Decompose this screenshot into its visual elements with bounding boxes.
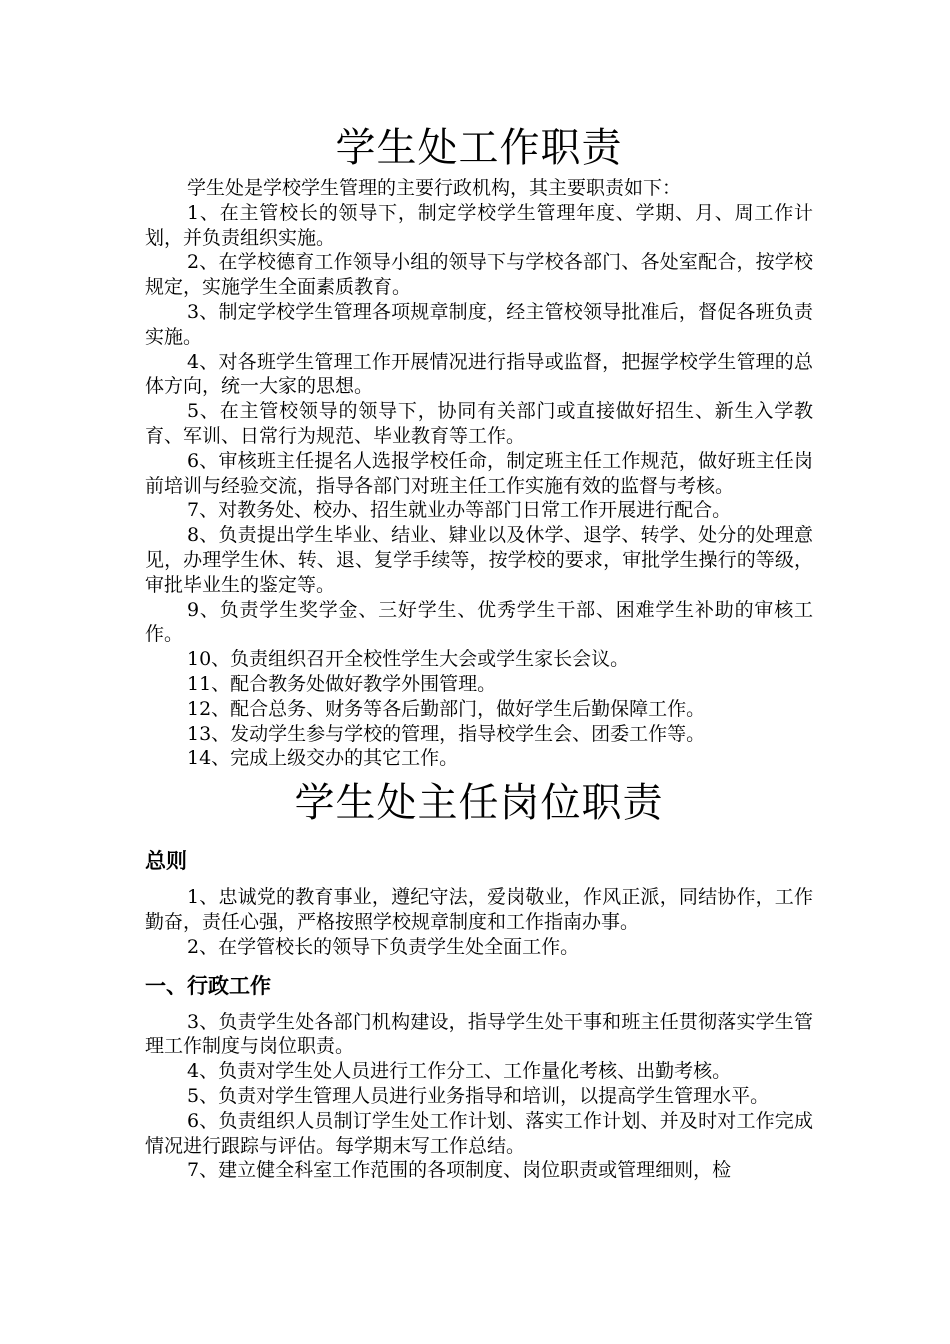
document-title: 学生处工作职责 [335,125,623,171]
document-page [145,120,813,1183]
duty-item: 3、制定学校学生管理各项规章制度，经主管校领导批准后，督促各班负责实施。 [145,300,813,348]
duty-item: 10、负责组织召开全校性学生大会或学生家长会议。 [187,648,630,671]
duty-item: 14、完成上级交办的其它工作。 [187,747,459,770]
admin-item: 7、建立健全科室工作范围的各项制度、岗位职责或管理细则，检 [187,1159,732,1182]
general-heading: 总则 [145,849,187,874]
duty-item: 5、在主管校领导的领导下，协同有关部门或直接做好招生、新生入学教育、军训、日常行为规范、毕业教育等工作。 [145,400,813,447]
duty-item: 8、负责提出学生毕业、结业、肄业以及休学、退学、转学、处分的处理意见，办理学生休、转、退、复学手续等，按学校的要求，审批学生操行的等级，审批毕业生的鉴定等。 [145,524,813,596]
second-title: 学生处主任岗位职责 [294,780,664,827]
duty-item: 2、在学校德育工作领导小组的领导下与学校各部门、各处室配合，按学校规定，实施学生全面素质教育。 [145,251,813,299]
admin-item: 6、负责组织人员制订学生处工作计划、落实工作计划、并及时对工作完成情况进行跟踪与评估。每学期末写工作总结。 [145,1109,813,1157]
duty-item: 9、负责学生奖学金、三好学生、优秀学生干部、困难学生补助的审核工作。 [145,598,813,646]
duty-item: 11、配合教务处做好教学外围管理。 [187,672,497,695]
admin-item: 4、负责对学生处人员进行工作分工、工作量化考核、出勤考核。 [187,1060,732,1083]
duty-item: 13、发动学生参与学校的管理，指导校学生会、团委工作等。 [187,722,706,745]
general-item: 1、忠诚党的教育事业，遵纪守法，爱岗敬业，作风正派，同结协作，工作勤奋，责任心强，严格按照学校规章制度和工作指南办事。 [145,886,813,933]
duty-item: 1、在主管校长的领导下，制定学校学生管理年度、学期、月、周工作计划，并负责组织实施。 [145,201,813,249]
duty-intro: 学生处是学校学生管理的主要行政机构，其主要职责如下： [187,177,682,199]
general-item: 2、在学管校长的领导下负责学生处全面工作。 [187,935,580,958]
admin-item: 3、负责学生处各部门机构建设，指导学生处干事和班主任贯彻落实学生管理工作制度与岗位职责。 [145,1010,813,1058]
admin-heading: 一、行政工作 [145,973,271,998]
admin-item: 5、负责对学生管理人员进行业务指导和培训，以提高学生管理水平。 [187,1084,770,1107]
duties-section [145,176,813,771]
duty-item: 7、对教务处、校办、招生就业办等部门日常工作开展进行配合。 [187,499,732,522]
admin-section [145,1010,813,1184]
general-section [145,885,813,959]
duty-item: 4、对各班学生管理工作开展情况进行指导或监督，把握学校学生管理的总体方向，统一大家的思想。 [145,350,813,398]
duty-item: 6、审核班主任提名人选报学校任命，制定班主任工作规范，做好班主任岗前培训与经验交流，指导各部门对班主任工作实施有效的监督与考核。 [145,449,813,497]
duty-item: 12、配合总务、财务等各后勤部门，做好学生后勤保障工作。 [187,697,706,720]
